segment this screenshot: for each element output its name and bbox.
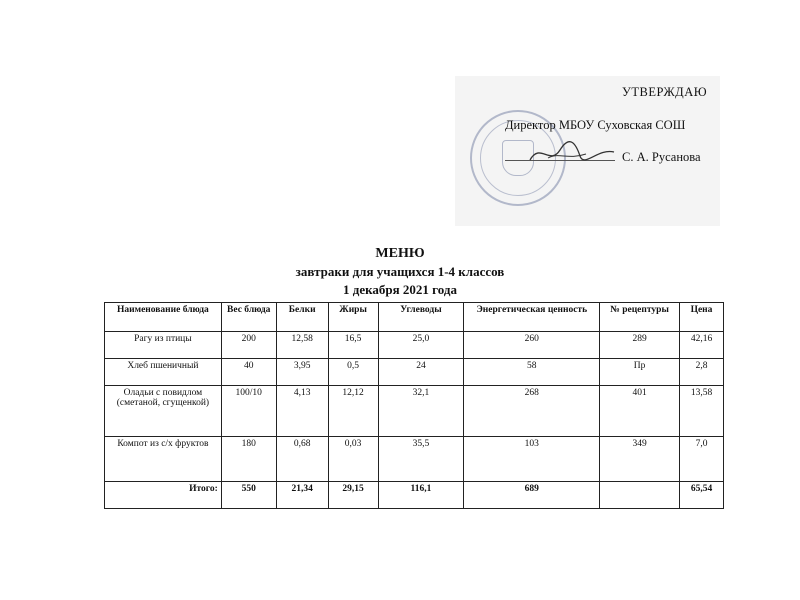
menu-subtitle: завтраки для учащихся 1-4 классов xyxy=(295,264,505,279)
table-header-row xyxy=(105,303,724,332)
cell-fat: 12,12 xyxy=(328,386,378,437)
cell-fat: 16,5 xyxy=(328,332,378,359)
approval-title: УТВЕРЖДАЮ xyxy=(622,85,708,99)
cell-recipe: 349 xyxy=(600,437,680,482)
approval-post: Директор МБОУ Суховская СОШ xyxy=(505,118,686,132)
cell-carbs: 24 xyxy=(378,359,464,386)
cell-total-price: 65,54 xyxy=(680,482,724,509)
cell-fat: 0,03 xyxy=(328,437,378,482)
cell-price: 42,16 xyxy=(680,332,724,359)
cell-recipe: 289 xyxy=(600,332,680,359)
col-header-price: Цена xyxy=(680,303,724,332)
cell-carbs: 25,0 xyxy=(378,332,464,359)
cell-total-label: Итого: xyxy=(105,482,222,509)
cell-energy: 260 xyxy=(464,332,600,359)
cell-carbs: 32,1 xyxy=(378,386,464,437)
cell-price: 7,0 xyxy=(680,437,724,482)
cell-protein: 0,68 xyxy=(276,437,328,482)
signature-icon xyxy=(528,138,618,168)
cell-weight: 40 xyxy=(221,359,276,386)
cell-total-fat: 29,15 xyxy=(328,482,378,509)
menu-date: 1 декабря 2021 года xyxy=(343,282,457,297)
table-row xyxy=(105,386,724,437)
table-row xyxy=(105,359,724,386)
col-header-name: Наименование блюда xyxy=(105,303,222,332)
cell-protein: 4,13 xyxy=(276,386,328,437)
cell-fat: 0,5 xyxy=(328,359,378,386)
menu-title: МЕНЮ xyxy=(375,246,425,261)
cell-energy: 103 xyxy=(464,437,600,482)
col-header-protein: Белки xyxy=(276,303,328,332)
cell-price: 13,58 xyxy=(680,386,724,437)
director-name: С. А. Русанова xyxy=(622,150,701,164)
col-header-carbs: Углеводы xyxy=(378,303,464,332)
menu-table xyxy=(104,302,724,509)
col-header-weight: Вес блюда xyxy=(221,303,276,332)
col-header-recipe: № рецептуры xyxy=(600,303,680,332)
cell-carbs: 35,5 xyxy=(378,437,464,482)
cell-total-carbs: 116,1 xyxy=(378,482,464,509)
cell-dish: Хлеб пшеничный xyxy=(105,359,222,386)
cell-recipe: 401 xyxy=(600,386,680,437)
cell-energy: 268 xyxy=(464,386,600,437)
cell-protein: 12,58 xyxy=(276,332,328,359)
cell-weight: 180 xyxy=(221,437,276,482)
cell-price: 2,8 xyxy=(680,359,724,386)
col-header-energy: Энергетическая ценность xyxy=(464,303,600,332)
cell-weight: 200 xyxy=(221,332,276,359)
cell-energy: 58 xyxy=(464,359,600,386)
table-total-row xyxy=(105,482,724,509)
table-row xyxy=(105,332,724,359)
cell-total-weight: 550 xyxy=(221,482,276,509)
cell-dish: Рагу из птицы xyxy=(105,332,222,359)
cell-total-energy: 689 xyxy=(464,482,600,509)
table-row xyxy=(105,437,724,482)
cell-protein: 3,95 xyxy=(276,359,328,386)
cell-recipe: Пр xyxy=(600,359,680,386)
cell-weight: 100/10 xyxy=(221,386,276,437)
col-header-fat: Жиры xyxy=(328,303,378,332)
cell-dish: Компот из с/х фруктов xyxy=(105,437,222,482)
cell-dish: Оладьи с повидлом (сметаной, сгущенкой) xyxy=(105,386,222,437)
cell-total-recipe xyxy=(600,482,680,509)
cell-total-protein: 21,34 xyxy=(276,482,328,509)
